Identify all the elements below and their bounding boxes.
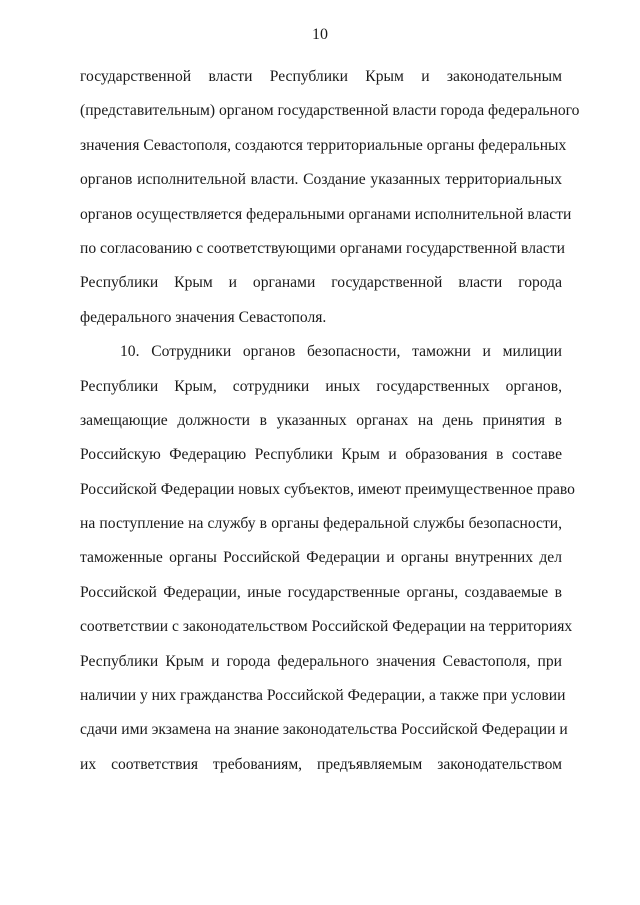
text-line: Республики Крым и органами государственной власти города bbox=[80, 274, 562, 292]
text-line: Республики Крым и города федерального значения Севастополя, при bbox=[80, 652, 562, 670]
text-line: наличии у них гражданства Российской Федерации, а также при условии bbox=[80, 687, 566, 705]
page-number: 10 bbox=[312, 26, 328, 43]
text-line: значения Севастополя, создаются территориальные органы федеральных bbox=[80, 136, 567, 154]
text-line: на поступление на службу в органы федеральной службы безопасности, bbox=[80, 515, 562, 533]
text-line: Российской Федерации, иные государственные органы, создаваемые в bbox=[80, 583, 562, 601]
text-line: сдачи ими экзамена на знание законодательства Российской Федерации и bbox=[80, 721, 568, 739]
text-line: органов осуществляется федеральными органами исполнительной власти bbox=[80, 205, 572, 223]
text-line: Российской Федерации новых субъектов, имеют преимущественное право bbox=[80, 480, 575, 498]
text-line: замещающие должности в указанных органах на день принятия в bbox=[80, 411, 562, 429]
text-line: федерального значения Севастополя. bbox=[80, 308, 327, 326]
text-line: по согласованию с соответствующими органами государственной власти bbox=[80, 239, 565, 257]
text-line: их соответствия требованиям, предъявляемым законодательством bbox=[80, 755, 562, 773]
body-text bbox=[80, 60, 580, 782]
text-line: Республики Крым, сотрудники иных государственных органов, bbox=[80, 377, 562, 395]
text-line: органов исполнительной власти. Создание указанных территориальных bbox=[80, 171, 562, 189]
text-line: таможенные органы Российской Федерации и органы внутренних дел bbox=[80, 549, 562, 567]
text-line: соответствии с законодательством Российской Федерации на территориях bbox=[80, 618, 573, 636]
text-line: Российскую Федерацию Республики Крым и образования в составе bbox=[80, 446, 562, 464]
paragraph-start-line: 10. Сотрудники органов безопасности, таможни и милиции bbox=[120, 343, 562, 361]
text-line: (представительным) органом государственной власти города федерального bbox=[80, 102, 580, 120]
text-line: государственной власти Республики Крым и законодательным bbox=[80, 68, 562, 85]
